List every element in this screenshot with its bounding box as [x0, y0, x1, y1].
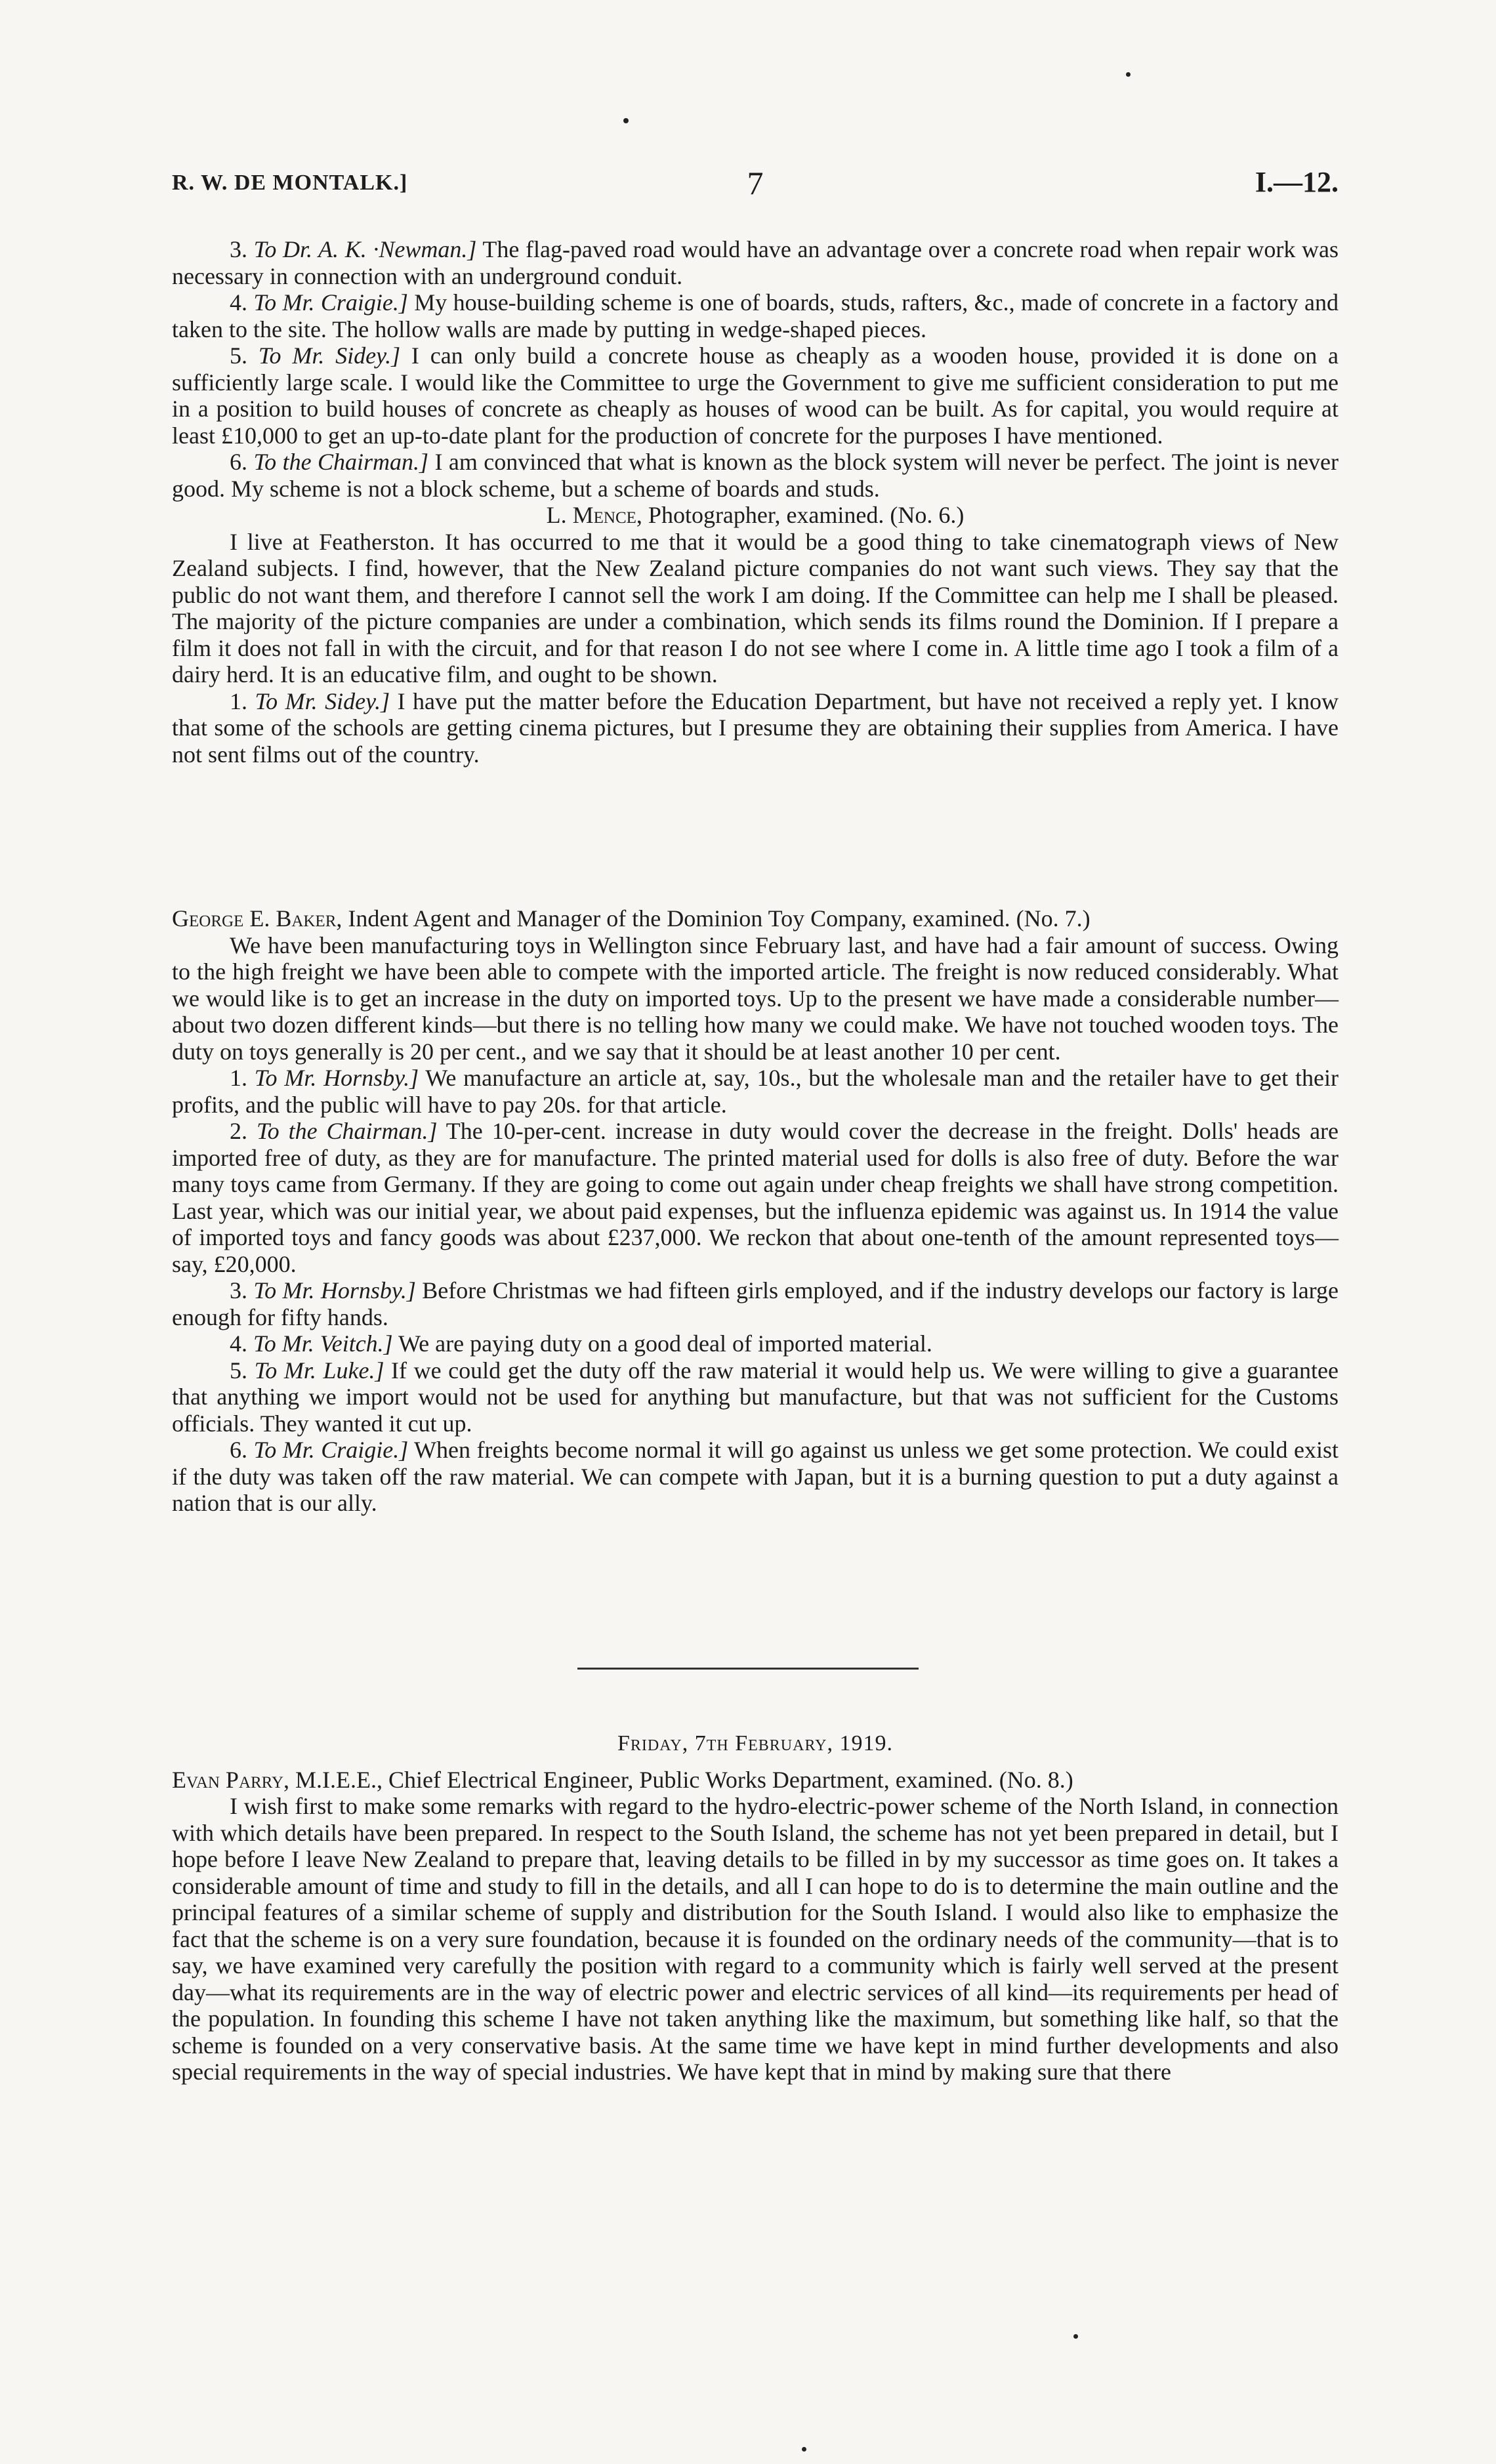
speck-mark — [623, 118, 629, 123]
witness-statement: I live at Featherston. It has occurred to me that it would be a good thing to take cinematograph views of New Zealand subjects. I find, however, that the New Zealand picture companies do not want such views. They say that the public do not want them, and therefore I cannot sell the work I am doing. If the Committee can help me I shall be pleased. The majority of the picture companies are under a combination, which sends its films round the Dominion. If I prepare a film it does not fall in with the circuit, and for that reason I do not see where I come in. A little time ago I took a film of a dairy herd. It is an educative film, and ought to be shown. — [172, 528, 1339, 688]
witness-heading-no7: George E. Baker, Indent Agent and Manager of the Dominion Toy Company, examined. (No. 7.) — [172, 905, 1091, 932]
answer-paragraph: 6. To the Chairman.] I am convinced that what is known as the block system will never be perfect. The joint is never good. My scheme is not a block scheme, but a scheme of boards and studs. — [172, 449, 1339, 502]
paper-reference: I.—12. — [1255, 166, 1339, 198]
date-heading: Friday, 7th February, 1919. — [617, 1731, 893, 1756]
answer-paragraph: 5. To Mr. Luke.] If we could get the duty off the raw material it would help us. We were willing to give a guarantee that anything we import would not be used for anything but manufacture, but that was not sufficient for the Customs officials. They wanted it cut up. — [172, 1357, 1339, 1437]
witness-heading-no8: Evan Parry, M.I.E.E., Chief Electrical Engineer, Public Works Department, examined. (No. 8.) — [172, 1766, 1073, 1793]
witness-statement: We have been manufacturing toys in Wellington since February last, and have had a fair amount of success. Owing to the high freight we have been able to compete with the imported article. The freight is now reduced considerably. What we would like is to get an increase in the duty on imported toys. Up to the present we have made a considerable number—about two dozen different kinds—but there is no telling how many we could make. We have not touched wooden toys. The duty on toys generally is 20 per cent., and we say that it should be at least another 10 per cent. — [172, 932, 1339, 1065]
section-montalk-answers — [172, 236, 1339, 768]
answer-paragraph: 2. To the Chairman.] The 10-per-cent. increase in duty would cover the decrease in the freight. Dolls' heads are imported free of duty, as they are for manufacture. The printed material used for dolls is also free of duty. Before the war many toys came from Germany. If they are going to come out again under cheap freights we shall have strong competition. Last year, which was our initial year, we about paid expenses, but the influenza epidemic was against us. In 1914 the value of imported toys and fancy goods was about £237,000. We reckon that about one-tenth of the amount represented toys—say, £20,000. — [172, 1118, 1339, 1277]
answer-paragraph: 1. To Mr. Sidey.] I have put the matter before the Education Department, but have not received a reply yet. I know that some of the schools are getting cinema pictures, but I presume they are obtaining their supplies from America. I have not sent films out of the country. — [172, 688, 1339, 768]
witness-heading-no6: L. Mence, Photographer, examined. (No. 6.) — [546, 502, 965, 528]
answer-paragraph: 1. To Mr. Hornsby.] We manufacture an article at, say, 10s., but the wholesale man and the retailer have to get their profits, and the public will have to pay 20s. for that article. — [172, 1065, 1339, 1118]
page-number: 7 — [747, 165, 764, 201]
answer-paragraph: 5. To Mr. Sidey.] I can only build a concrete house as cheaply as a wooden house, provided it is done on a sufficiently large scale. I would like the Committee to urge the Government to give me sufficient consideration to put me in a position to build houses of concrete as cheaply as houses of wood can be built. As for capital, you would require at least £10,000 to get an up-to-date plant for the production of concrete for the purposes I have mentioned. — [172, 342, 1339, 449]
section-baker — [172, 905, 1339, 1517]
speck-mark — [802, 2447, 806, 2452]
witness-statement: I wish first to make some remarks with regard to the hydro-electric-power scheme of the North Island, in connection with which details have been prepared. In respect to the South Island, the scheme has not yet been prepared in detail, but I hope before I leave New Zealand to prepare that, leaving details to be filled in by my successor as time goes on. It takes a considerable amount of time and study to fill in the details, and all I can hope to do is to determine the main outline and the principal features of a similar scheme of supply and distribution for the South Island. I would also like to emphasize the fact that the scheme is on a very sure foundation, because it is founded on the ordinary needs of the community—that is to say, we have examined very carefully the position with regard to a community which is fairly well served at the present day—what its requirements are in the way of electric power and electric services of all kind—its requirements per head of the population. In founding this scheme I have not taken anything like the maximum, but something like half, so that the scheme is founded on a very conservative basis. At the same time we have kept in mind further developments and also special requirements in the way of special industries. We have kept that in mind by making sure that there — [172, 1793, 1339, 2085]
speck-mark — [1073, 2334, 1078, 2339]
section-parry — [172, 1731, 1339, 2085]
section-divider — [577, 1668, 919, 1670]
answer-paragraph: 6. To Mr. Craigie.] When freights become normal it will go against us unless we get some protection. We could exist if the duty was taken off the raw material. We can compete with Japan, but it is a burning question to put a duty against a nation that is our ally. — [172, 1437, 1339, 1516]
answer-paragraph: 4. To Mr. Veitch.] We are paying duty on a good deal of imported material. — [230, 1330, 932, 1357]
answer-paragraph: 3. To Mr. Hornsby.] Before Christmas we had fifteen girls employed, and if the industry develops our factory is large enough for fifty hands. — [172, 1277, 1339, 1330]
speck-mark — [1126, 72, 1131, 77]
header-witness-name: R. W. DE MONTALK.] — [172, 171, 408, 195]
answer-paragraph: 3. To Dr. A. K. ·Newman.] The flag-paved road would have an advantage over a concrete road when repair work was necessary in connection with an underground conduit. — [172, 236, 1339, 289]
page-header — [172, 164, 1339, 210]
answer-paragraph: 4. To Mr. Craigie.] My house-building scheme is one of boards, studs, rafters, &c., made of concrete in a factory and taken to the site. The hollow walls are made by putting in wedge-shaped pieces. — [172, 289, 1339, 342]
